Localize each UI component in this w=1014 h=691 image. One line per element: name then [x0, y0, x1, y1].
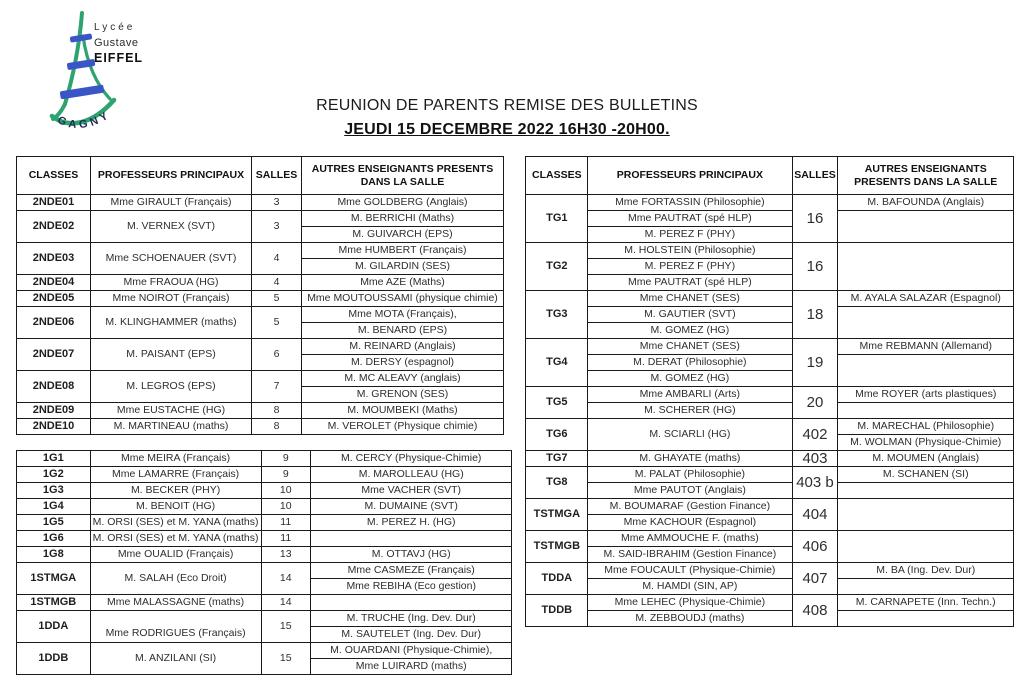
class-cell: 1G2 — [17, 467, 91, 483]
class-cell: 2NDE02 — [17, 211, 91, 243]
prof-cell: M. PALAT (Philosophie) — [588, 467, 792, 483]
table-row — [17, 403, 504, 419]
salle-cell: 9 — [261, 451, 310, 467]
class-cell: TG8 — [526, 467, 588, 499]
prof-cell: M. PEREZ F (PHY) — [588, 259, 792, 275]
table-row — [17, 595, 512, 611]
table-row — [526, 243, 1014, 259]
table-row — [526, 403, 1014, 419]
class-cell: 2NDE07 — [17, 339, 91, 371]
logo-city-text: GAGNY — [55, 108, 114, 132]
autres-cell: M. MC ALEAVY (anglais) — [302, 371, 504, 387]
autres-cell: M. MARECHAL (Philosophie) — [838, 419, 1014, 435]
table-row — [526, 579, 1014, 595]
autres-cell: Mme ROYER (arts plastiques) — [838, 387, 1014, 403]
logo-lycee-text: Lycée — [94, 22, 136, 33]
salle-cell: 19 — [792, 339, 838, 387]
autres-cell: Mme MOTA (Français), — [302, 307, 504, 323]
autres-cell: Mme HUMBERT (Français) — [302, 243, 504, 259]
prof-cell: M. HAMDI (SIN, AP) — [588, 579, 792, 595]
salle-cell: 8 — [252, 403, 302, 419]
autres-cell: M. OTTAVJ (HG) — [310, 547, 511, 563]
autres-cell: Mme REBIHA (Eco gestion) — [310, 579, 511, 595]
salle-cell: 10 — [261, 499, 310, 515]
table-row — [17, 307, 504, 323]
autres-cell: M. SAUTELET (Ing. Dev. Dur) — [310, 627, 511, 643]
prof-cell: M. SAID-IBRAHIM (Gestion Finance) — [588, 547, 792, 563]
salle-cell: 403 b — [792, 467, 838, 499]
salle-cell: 10 — [261, 483, 310, 499]
prof-cell: M. GAUTIER (SVT) — [588, 307, 792, 323]
prof-cell: Mme KACHOUR (Espagnol) — [588, 515, 792, 531]
autres-cell: M. GRENON (SES) — [302, 387, 504, 403]
autres-cell: M. PEREZ H. (HG) — [310, 515, 511, 531]
prof-cell: M. ANZILANI (SI) — [90, 643, 261, 675]
salle-cell: 6 — [252, 339, 302, 371]
prof-cell: Mme LEHEC (Physique-Chimie) — [588, 595, 792, 611]
autres-cell: M. GUIVARCH (EPS) — [302, 227, 504, 243]
autres-cell: M. BAFOUNDA (Anglais) — [838, 195, 1014, 211]
salle-cell: 5 — [252, 291, 302, 307]
page-title: REUNION DE PARENTS REMISE DES BULLETINS — [316, 97, 698, 114]
table-row — [526, 307, 1014, 323]
class-cell: TDDA — [526, 563, 588, 595]
table-row — [17, 371, 504, 387]
table-row — [526, 211, 1014, 227]
autres-cell: M. MAROLLEAU (HG) — [310, 467, 511, 483]
table-row — [17, 531, 512, 547]
salle-cell: 9 — [261, 467, 310, 483]
class-cell: 2NDE05 — [17, 291, 91, 307]
table-row — [17, 451, 512, 467]
class-cell: 2NDE01 — [17, 195, 91, 211]
table-row — [526, 387, 1014, 403]
logo-gustave-text: Gustave — [94, 37, 139, 49]
autres-cell: M. CERCY (Physique-Chimie) — [310, 451, 511, 467]
prof-cell: M. ZEBBOUDJ (maths) — [588, 611, 792, 627]
salle-cell: 11 — [261, 531, 310, 547]
table-row — [526, 563, 1014, 579]
salle-cell: 3 — [252, 195, 302, 211]
autres-cell: M. OUARDANI (Physique-Chimie), — [310, 643, 511, 659]
class-cell: TG4 — [526, 339, 588, 387]
class-cell: 1DDB — [17, 643, 91, 675]
autres-cell: M. WOLMAN (Physique-Chimie) — [838, 435, 1014, 451]
prof-cell: M. BECKER (PHY) — [90, 483, 261, 499]
table-row — [526, 467, 1014, 483]
table-row — [526, 339, 1014, 355]
class-cell: 1G8 — [17, 547, 91, 563]
left-column — [16, 156, 512, 675]
table-row — [17, 291, 504, 307]
prof-cell: M. KLINGHAMMER (maths) — [91, 307, 252, 339]
prof-cell: Mme MALASSAGNE (maths) — [90, 595, 261, 611]
table-row — [17, 211, 504, 227]
autres-cell: Mme GOLDBERG (Anglais) — [302, 195, 504, 211]
column-header-classes: CLASSES — [17, 157, 91, 195]
prof-cell: Mme SCHOENAUER (SVT) — [91, 243, 252, 275]
salle-cell: 402 — [792, 419, 838, 451]
salle-cell: 404 — [792, 499, 838, 531]
prof-cell: Mme AMMOUCHE F. (maths) — [588, 531, 792, 547]
autres-cell — [310, 531, 511, 547]
table-row — [526, 611, 1014, 627]
header-row — [526, 157, 1014, 195]
salle-cell: 15 — [261, 611, 310, 643]
prof-cell: M. GOMEZ (HG) — [588, 371, 792, 387]
prof-cell: M. HOLSTEIN (Philosophie) — [588, 243, 792, 259]
prof-cell: M. GOMEZ (HG) — [588, 323, 792, 339]
autres-cell: Mme MOUTOUSSAMI (physique chimie) — [302, 291, 504, 307]
prof-cell: Mme PAUTOT (Anglais) — [588, 483, 792, 499]
prof-cell: Mme CHANET (SES) — [588, 339, 792, 355]
prof-cell: M. GHAYATE (maths) — [588, 451, 792, 467]
prof-cell: M. BENOIT (HG) — [90, 499, 261, 515]
prof-cell: M. VERNEX (SVT) — [91, 211, 252, 243]
logo-eiffel-text: EIFFEL — [94, 51, 144, 65]
class-cell: 1STMGB — [17, 595, 91, 611]
table-premiere — [16, 450, 512, 675]
column-header-profs: PROFESSEURS PRINCIPAUX — [91, 157, 252, 195]
document-header — [0, 0, 1014, 156]
salle-cell: 14 — [261, 595, 310, 611]
autres-cell — [838, 579, 1014, 595]
salle-cell: 14 — [261, 563, 310, 595]
autres-cell: M. BERRICHI (Maths) — [302, 211, 504, 227]
autres-cell: M. SCHANEN (SI) — [838, 467, 1014, 483]
class-cell: 2NDE06 — [17, 307, 91, 339]
salle-cell: 3 — [252, 211, 302, 243]
salle-cell: 11 — [261, 515, 310, 531]
column-header-autres: AUTRES ENSEIGNANTS PRESENTS DANS LA SALLE — [302, 157, 504, 195]
autres-cell: Mme CASMEZE (Français) — [310, 563, 511, 579]
table-row — [526, 419, 1014, 435]
table-row — [526, 483, 1014, 499]
table-row — [526, 595, 1014, 611]
class-cell: 2NDE08 — [17, 371, 91, 403]
class-cell: TG3 — [526, 291, 588, 339]
class-cell: TG1 — [526, 195, 588, 243]
class-cell: 2NDE04 — [17, 275, 91, 291]
prof-cell: Mme PAUTRAT (spé HLP) — [588, 275, 792, 291]
autres-cell: M. VEROLET (Physique chimie) — [302, 419, 504, 435]
salle-cell: 408 — [792, 595, 838, 627]
autres-cell — [838, 531, 1014, 563]
prof-cell: Mme AMBARLI (Arts) — [588, 387, 792, 403]
prof-cell: Mme OUALID (Français) — [90, 547, 261, 563]
prof-cell: Mme MEIRA (Français) — [90, 451, 261, 467]
autres-cell: M. TRUCHE (Ing. Dev. Dur) — [310, 611, 511, 627]
table-row — [526, 451, 1014, 467]
autres-cell: M. MOUMBEKI (Maths) — [302, 403, 504, 419]
salle-cell: 8 — [252, 419, 302, 435]
class-cell: 1STMGA — [17, 563, 91, 595]
autres-cell: M. MOUMEN (Anglais) — [838, 451, 1014, 467]
autres-cell — [838, 499, 1014, 531]
table-terminale — [525, 156, 1014, 627]
autres-cell — [838, 211, 1014, 243]
table-row — [17, 563, 512, 579]
prof-cell: M. BOUMARAF (Gestion Finance) — [588, 499, 792, 515]
class-cell: TDDB — [526, 595, 588, 627]
class-cell: 1DDA — [17, 611, 91, 643]
prof-cell: M. DERAT (Philosophie) — [588, 355, 792, 371]
salle-cell: 16 — [792, 195, 838, 243]
class-cell: TSTMGA — [526, 499, 588, 531]
column-header-classes: CLASSES — [526, 157, 588, 195]
table-row — [526, 531, 1014, 547]
class-cell: 1G1 — [17, 451, 91, 467]
prof-cell: Mme FRAOUA (HG) — [91, 275, 252, 291]
autres-cell: M. BA (Ing. Dev. Dur) — [838, 563, 1014, 579]
header-row — [17, 157, 504, 195]
prof-cell: Mme GIRAULT (Français) — [91, 195, 252, 211]
autres-cell: M. CARNAPETE (Inn. Techn.) — [838, 595, 1014, 611]
autres-cell: Mme REBMANN (Allemand) — [838, 339, 1014, 355]
table-row — [17, 611, 512, 627]
salle-cell: 13 — [261, 547, 310, 563]
autres-cell: M. GILARDIN (SES) — [302, 259, 504, 275]
autres-cell: Mme AZE (Maths) — [302, 275, 504, 291]
salle-cell: 5 — [252, 307, 302, 339]
table-row — [17, 467, 512, 483]
prof-cell: Mme CHANET (SES) — [588, 291, 792, 307]
salle-cell: 407 — [792, 563, 838, 595]
class-cell: 2NDE10 — [17, 419, 91, 435]
table-row — [17, 339, 504, 355]
prof-cell: M. MARTINEAU (maths) — [91, 419, 252, 435]
prof-cell: M. LEGROS (EPS) — [91, 371, 252, 403]
salle-cell: 18 — [792, 291, 838, 339]
column-header-salles: SALLES — [792, 157, 838, 195]
autres-cell: M. REINARD (Anglais) — [302, 339, 504, 355]
autres-cell — [838, 307, 1014, 339]
tables-area — [0, 156, 1014, 675]
prof-cell: M. ORSI (SES) et M. YANA (maths) — [90, 531, 261, 547]
autres-cell — [838, 243, 1014, 291]
autres-cell: M. BENARD (EPS) — [302, 323, 504, 339]
prof-cell: M. ORSI (SES) et M. YANA (maths) — [90, 515, 261, 531]
salle-cell: 20 — [792, 387, 838, 419]
right-column — [525, 156, 1014, 627]
salle-cell: 403 — [792, 451, 838, 467]
class-cell: 1G4 — [17, 499, 91, 515]
prof-cell: Mme LAMARRE (Français) — [90, 467, 261, 483]
class-cell: 1G6 — [17, 531, 91, 547]
class-cell: TG5 — [526, 387, 588, 419]
prof-cell: M. PEREZ F (PHY) — [588, 227, 792, 243]
salle-cell: 406 — [792, 531, 838, 563]
class-cell: 2NDE09 — [17, 403, 91, 419]
class-cell: 1G3 — [17, 483, 91, 499]
class-cell: TG6 — [526, 419, 588, 451]
prof-cell: Mme FORTASSIN (Philosophie) — [588, 195, 792, 211]
prof-cell: Mme FOUCAULT (Physique-Chimie) — [588, 563, 792, 579]
column-header-profs: PROFESSEURS PRINCIPAUX — [588, 157, 792, 195]
title-block — [0, 0, 1014, 139]
autres-cell: M. AYALA SALAZAR (Espagnol) — [838, 291, 1014, 307]
table-row — [17, 275, 504, 291]
table-row — [526, 499, 1014, 515]
prof-cell: Mme RODRIGUES (Français) — [90, 611, 261, 643]
page-subtitle: JEUDI 15 DECEMBRE 2022 16H30 -20H00. — [344, 121, 670, 138]
column-header-salles: SALLES — [252, 157, 302, 195]
table-row — [17, 195, 504, 211]
autres-cell: M. DUMAINE (SVT) — [310, 499, 511, 515]
class-cell: 2NDE03 — [17, 243, 91, 275]
class-cell: TSTMGB — [526, 531, 588, 563]
table-2nde — [16, 156, 504, 435]
table-row — [17, 483, 512, 499]
table-row — [17, 515, 512, 531]
autres-cell — [310, 595, 511, 611]
table-row — [526, 195, 1014, 211]
autres-cell — [838, 483, 1014, 499]
class-cell: TG2 — [526, 243, 588, 291]
table-row — [17, 243, 504, 259]
class-cell: 1G5 — [17, 515, 91, 531]
salle-cell: 7 — [252, 371, 302, 403]
table-row — [17, 547, 512, 563]
table-row — [17, 499, 512, 515]
autres-cell — [838, 355, 1014, 387]
table-row — [526, 355, 1014, 371]
salle-cell: 4 — [252, 243, 302, 275]
prof-cell: M. PAISANT (EPS) — [91, 339, 252, 371]
school-logo — [40, 6, 144, 142]
prof-cell: Mme PAUTRAT (spé HLP) — [588, 211, 792, 227]
prof-cell: Mme NOIROT (Français) — [91, 291, 252, 307]
salle-cell: 4 — [252, 275, 302, 291]
prof-cell: M. SALAH (Eco Droit) — [90, 563, 261, 595]
table-row — [17, 419, 504, 435]
autres-cell — [838, 611, 1014, 627]
table-row — [17, 643, 512, 659]
salle-cell: 16 — [792, 243, 838, 291]
autres-cell — [838, 403, 1014, 419]
column-header-autres: AUTRES ENSEIGNANTS PRESENTS DANS LA SALLE — [838, 157, 1014, 195]
prof-cell: M. SCIARLI (HG) — [588, 419, 792, 451]
autres-cell: M. DERSY (espagnol) — [302, 355, 504, 371]
autres-cell: Mme LUIRARD (maths) — [310, 659, 511, 675]
salle-cell: 15 — [261, 643, 310, 675]
prof-cell: M. SCHERER (HG) — [588, 403, 792, 419]
table-row — [526, 291, 1014, 307]
autres-cell: Mme VACHER (SVT) — [310, 483, 511, 499]
prof-cell: Mme EUSTACHE (HG) — [91, 403, 252, 419]
class-cell: TG7 — [526, 451, 588, 467]
